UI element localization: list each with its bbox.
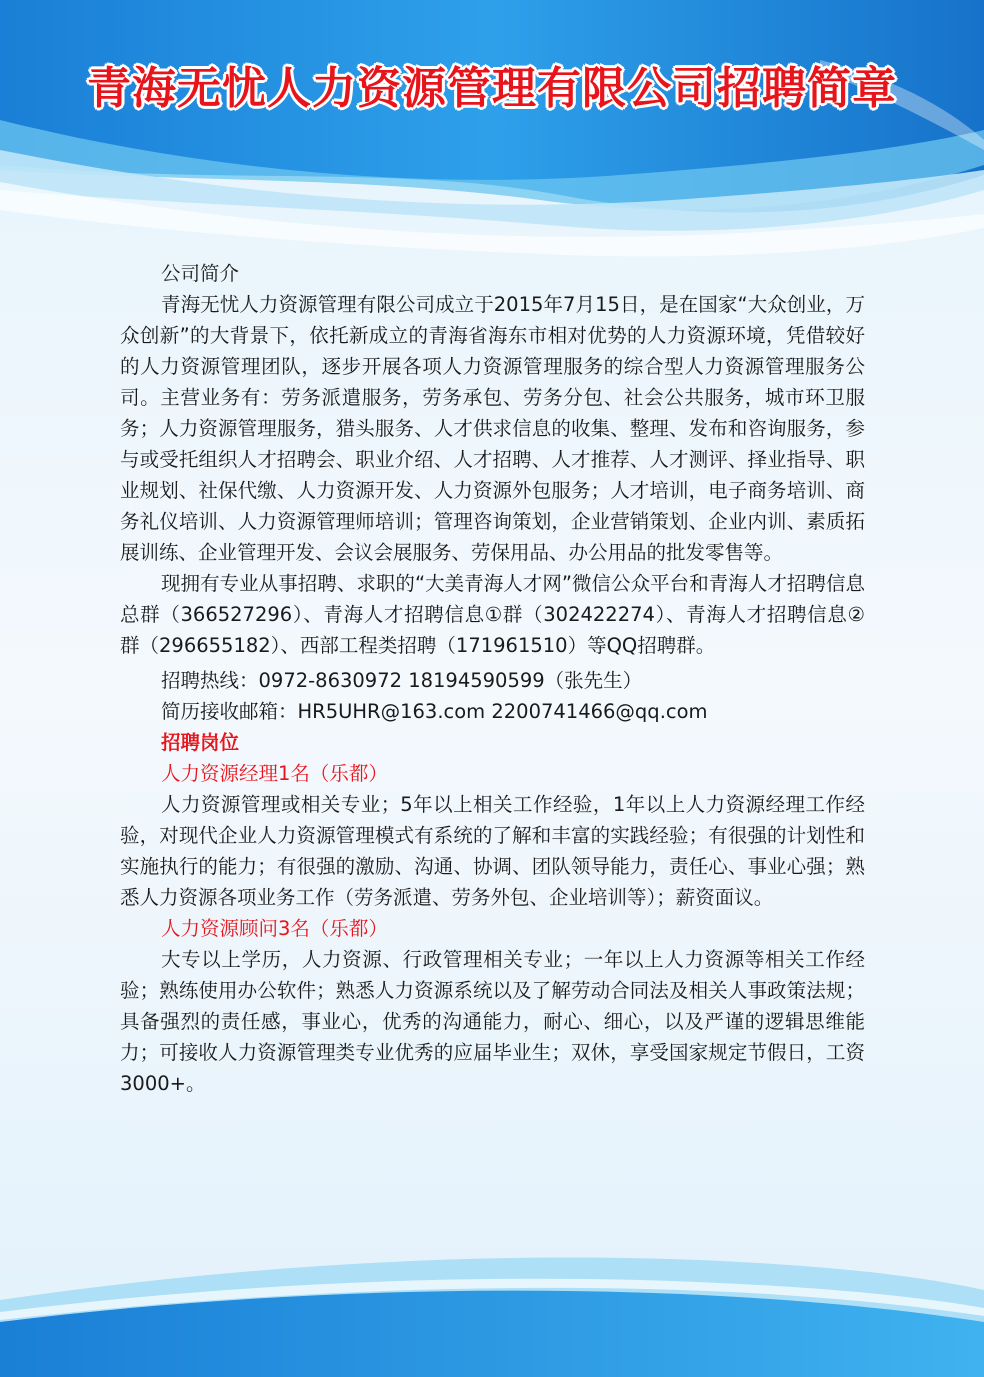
poster-content [120,258,865,1099]
section-heading-intro: 公司简介 [161,262,240,285]
positions-heading: 招聘岗位 [161,731,240,754]
position-description-1: 人力资源管理或相关专业；5年以上相关工作经验，1年以上人力资源经理工作经验，对现代企业人力资源管理模式有系统的了解和丰富的实践经验；有很强的计划性和实施执行的能力；有很强的激励、沟通、协调、团队领导能力，责任心、事业心强；熟悉人力资源各项业务工作（劳务派遣、劳务外包、企业培训等）；薪资面议。 [120,793,865,909]
hotline-text: 招聘热线：0972-8630972 18194590599（张先生） [161,669,643,692]
position-description-2: 大专以上学历，人力资源、行政管理相关专业；一年以上人力资源等相关工作经验；熟练使用办公软件；熟悉人力资源系统以及了解劳动合同法及相关人事政策法规；具备强烈的责任感，事业心，优秀的沟通能力，耐心、细心，以及严谨的逻辑思维能力；可接收人力资源管理类专业优秀的应届毕业生；双休，享受国家规定节假日，工资3000+。 [120,948,865,1095]
position-title-1: 人力资源经理1名（乐都） [161,762,388,785]
email-text: 简历接收邮箱：HR5UHR@163.com 2200741466@qq.com [161,700,708,723]
poster-title: 青海无忧人力资源管理有限公司招聘简章 [87,63,897,114]
recruitment-channels-paragraph: 现拥有专业从事招聘、求职的“大美青海人才网”微信公众平台和青海人才招聘信息总群（366527296）、青海人才招聘信息①群（302422274）、青海人才招聘信息②群（296655182）、西部工程类招聘（171961510）等QQ招聘群。 [120,572,865,657]
company-intro-paragraph: 青海无忧人力资源管理有限公司成立于2015年7月15日，是在国家“大众创业，万众创新”的大背景下，依托新成立的青海省海东市相对优势的人力资源环境，凭借较好的人力资源管理团队，逐步开展各项人力资源管理服务的综合型人力资源管理服务公司。主营业务有：劳务派遣服务，劳务承包、劳务分包、社会公共服务，城市环卫服务；人力资源管理服务，猎头服务、人才供求信息的收集、整理、发布和咨询服务，参与或受托组织人才招聘会、职业介绍、人才招聘、人才推荐、人才测评、择业指导、职业规划、社保代缴、人力资源开发、人力资源外包服务；人才培训，电子商务培训、商务礼仪培训、人力资源管理师培训；管理咨询策划，企业营销策划、企业内训、素质拓展训练、企业管理开发、会议会展服务、劳保用品、办公用品的批发零售等。 [120,293,865,564]
position-title-2: 人力资源顾问3名（乐都） [161,917,388,940]
